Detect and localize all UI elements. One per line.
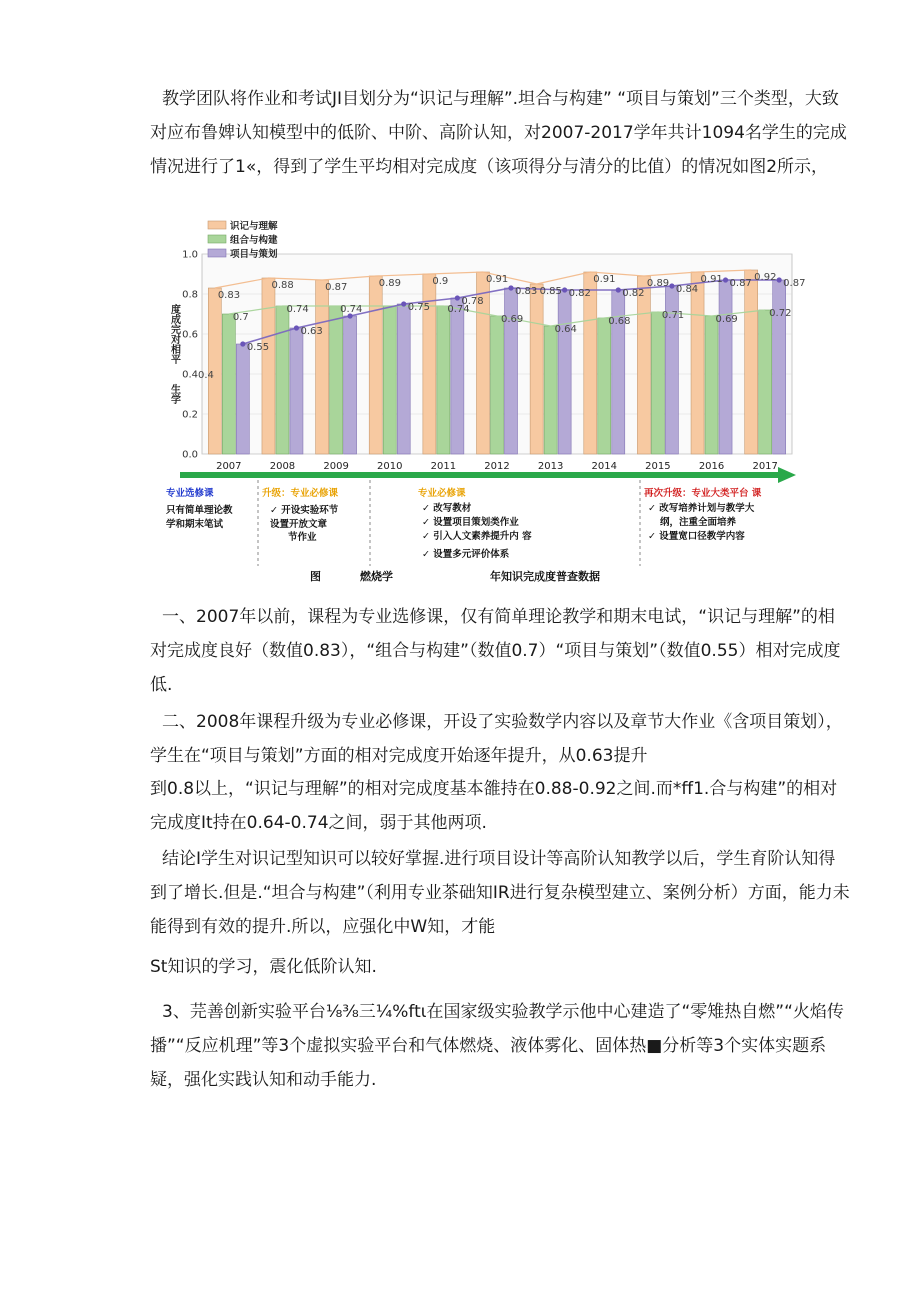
timeline-note-3-title: 专业必修课 — [418, 488, 466, 499]
bar-series3-2009 — [344, 316, 357, 454]
trend-point-series3-2011 — [455, 295, 460, 300]
bar-series2-2011 — [437, 306, 450, 454]
timeline-note-3-line-1: ✓ 改写教材 — [422, 503, 472, 514]
completion-chart-figure — [160, 214, 806, 592]
data-label-series1-2012: 0.91 — [486, 274, 509, 285]
data-label-series2-2012: 0.69 — [501, 314, 524, 325]
timeline-note-2-line-2: 设置开放文章 — [270, 519, 328, 530]
legend-swatch-2 — [208, 235, 226, 243]
y-axis-label-top: 度成完对相平 — [168, 304, 180, 364]
y-tick-label: 0.0 — [182, 449, 198, 461]
bar-series2-2017 — [759, 310, 772, 454]
x-tick-label-2014: 2014 — [591, 461, 617, 472]
bar-series3-2008 — [290, 328, 303, 454]
trend-point-series3-2015 — [669, 283, 674, 288]
timeline-note-3 — [418, 487, 532, 560]
bar-series2-2016 — [705, 316, 718, 454]
timeline-note-3-line-4: ✓ 设置多元评价体系 — [422, 549, 510, 560]
data-label-series3-2016: 0.87 — [729, 278, 752, 289]
data-label-series1-2010: 0.89 — [378, 278, 401, 289]
y-axis-label-bottom: 生学 — [168, 384, 180, 404]
data-label-series3-2015: 0.84 — [675, 284, 699, 295]
bar-series1-2010 — [369, 276, 382, 454]
timeline-note-4-line-3: ✓ 设置宽口径教学内容 — [648, 531, 745, 542]
x-tick-label-2008: 2008 — [269, 461, 296, 472]
trend-point-series3-2008 — [294, 325, 299, 330]
timeline-note-1-line-2: 学和期末笔试 — [166, 519, 224, 530]
data-label-series1-2009: 0.87 — [325, 282, 348, 293]
timeline-bar — [180, 472, 780, 478]
bar-series3-2010 — [397, 304, 410, 454]
data-label-series1-2011: 0.9 — [432, 276, 449, 287]
timeline-note-2 — [262, 487, 339, 543]
timeline-arrowhead — [778, 467, 796, 483]
data-label-series2-2016: 0.69 — [715, 314, 738, 325]
trend-point-series3-2010 — [401, 301, 406, 306]
bar-series1-2017 — [745, 270, 758, 454]
data-label-series2-2015: 0.71 — [661, 310, 685, 321]
data-label-series3-2013: 0.82 — [568, 288, 591, 299]
data-label-series3-2010: 0.75 — [407, 302, 430, 313]
timeline-note-1 — [166, 487, 233, 530]
data-label-series2-2008: 0.74 — [286, 304, 309, 315]
trend-point-series3-2016 — [723, 277, 728, 282]
legend-label-1: 识记与理解 — [230, 221, 278, 232]
bar-series1-2013 — [530, 284, 543, 454]
x-tick-labels — [216, 461, 778, 472]
timeline-note-2-title: 升级：专业必修课 — [262, 488, 339, 499]
timeline-note-1-line-1: 只有简单理论教 — [166, 505, 233, 516]
data-label-series3-2012: 0.83 — [515, 286, 538, 297]
data-label-series3-2011: 0.78 — [461, 296, 484, 307]
y-tick-label: 0.4 — [182, 369, 198, 381]
y-tick-label: 0.6 — [182, 329, 198, 341]
paragraph-conclusion-b: St知识的学习，震化低阶认知. — [150, 957, 377, 977]
legend-swatch-3 — [208, 249, 226, 257]
y-tick-label: 0.8 — [182, 289, 198, 301]
data-label-series2-2011: 0.74 — [447, 304, 470, 315]
timeline-note-4-title: 再次升级：专业大类平台 课 — [644, 488, 762, 499]
x-tick-label-2011: 2011 — [430, 461, 457, 472]
timeline-note-2-line-3: 节作业 — [288, 532, 317, 543]
timeline-note-2-line-1: ✓ 开设实验环节 — [270, 505, 339, 516]
x-tick-label-2016: 2016 — [698, 461, 725, 472]
timeline-note-4 — [644, 487, 762, 542]
bar-series3-2007 — [236, 344, 249, 454]
bar-series1-2016 — [691, 272, 704, 454]
x-tick-label-2010: 2010 — [377, 461, 403, 472]
timeline-note-4-line-1: ✓ 改写培养计划与教学大 — [648, 503, 755, 514]
bar-series2-2010 — [383, 306, 396, 454]
data-label-series2-2009: 0.74 — [340, 304, 363, 315]
timeline-note-3-line-2: ✓ 设置项目策划类作业 — [422, 517, 519, 528]
bar-series2-2007 — [222, 314, 235, 454]
data-label-series1-2016: 0.91 — [700, 274, 723, 285]
trend-point-series3-2012 — [508, 285, 513, 290]
data-label-series3-2017: 0.87 — [783, 278, 806, 289]
caption-title: 年知识完成度普查数据 — [490, 570, 600, 583]
bar-series3-2016 — [719, 280, 732, 454]
data-label-series2-2017: 0.72 — [769, 308, 792, 319]
caption-figure-label: 图 — [310, 570, 321, 583]
data-label-series1-2015: 0.89 — [646, 278, 670, 289]
trend-point-series3-2014 — [616, 287, 621, 292]
x-tick-label-2015: 2015 — [645, 461, 671, 472]
data-label-extra: 0.4 — [198, 370, 214, 381]
bar-series3-2014 — [612, 290, 625, 454]
x-tick-label-2009: 2009 — [323, 461, 349, 472]
bar-series2-2013 — [544, 326, 557, 454]
legend-label-2: 组合与构建 — [230, 235, 278, 246]
trend-point-series3-2017 — [777, 277, 782, 282]
bar-series2-2009 — [330, 306, 343, 454]
paragraph-experiment-platform: 3、芫善创新实验平台⅛⅜三¼%ftι在国家级实验教学示他中心建造了“零雉热自燃”“火焰传播”“反应机理”等3个虚拟实验平台和气体燃烧、液体雾化、固体热■分析等3个实体实题系疑，强化实践认知和动手能力. — [150, 1002, 844, 1090]
paragraph-2008-upgrade-a: 二、2008年课程升级为专业必修课，开设了实验数学内容以及章节大作业《含项目策划），学生在“项目与策划”方面的相对完成度开始逐年提升，从0.63提升 — [150, 712, 843, 766]
paragraph-2008-upgrade-b: 到0.8以上，“识记与理解”的相对完成度基本雒持在0.88-0.92之间.而*ff1.合与构建”的相对完成度It持在0.64-0.74之间，弱于其他两项. — [150, 779, 838, 833]
bar-series3-2011 — [451, 298, 464, 454]
bar-series3-2012 — [505, 288, 518, 454]
y-tick-label: 1.0 — [182, 249, 198, 261]
bar-series2-2008 — [276, 306, 289, 454]
data-label-series1-2008: 0.88 — [271, 280, 294, 291]
legend-label-3: 项目与策划 — [230, 249, 278, 260]
data-label-series1-2007: 0.83 — [217, 290, 241, 301]
paragraph-conclusion-a: 结论I学生对识记型知识可以较好掌握.进行项目设计等高阶认知教学以后，学生育阶认知得到了增长.但是.“坦合与构建”（利用专业茶础知IR进行复杂模型建立、案例分析）方面，能力未能得到有效的提升.所以，应强化中W知，才能 — [150, 849, 850, 937]
caption-course-name: 燃烧学 — [360, 570, 393, 583]
data-label-series3-2014: 0.82 — [622, 288, 645, 299]
figure-caption — [310, 569, 600, 583]
chart-legend — [208, 220, 278, 260]
timeline-note-4-line-2: 纲，注重全面培养 — [660, 517, 737, 528]
bar-series3-2013 — [558, 290, 571, 454]
x-tick-label-2012: 2012 — [484, 461, 510, 472]
data-label-series3-2007: 0.55 — [246, 342, 270, 353]
y-tick-labels — [182, 250, 198, 461]
bar-series2-2012 — [491, 316, 504, 454]
data-label-series2-2007: 0.7 — [232, 312, 249, 323]
bar-series1-2015 — [637, 276, 650, 454]
bar-series2-2014 — [598, 318, 611, 454]
data-label-series2-2014: 0.68 — [608, 316, 631, 327]
data-label-series1-2014: 0.91 — [593, 274, 616, 285]
paragraph-before-2007: 一、2007年以前，课程为专业选修课，仅有简单理论教学和期末电试，“识记与理解”的相对完成度良好（数值0.83），“组合与构建”（数值0.7）“项目与策划”（数值0.55）相对完成度低. — [150, 607, 841, 695]
data-label-series2-2013: 0.64 — [554, 324, 577, 335]
timeline-note-3-line-3: ✓ 引入人文素养提升内 容 — [422, 531, 532, 542]
trend-point-series3-2013 — [562, 287, 567, 292]
x-tick-label-2017: 2017 — [752, 461, 778, 472]
x-tick-label-2007: 2007 — [216, 461, 242, 472]
data-label-series1-2017: 0.92 — [754, 272, 777, 283]
bar-series3-2017 — [773, 280, 786, 454]
data-label-series1-2013: 0.85 — [539, 286, 562, 297]
trend-point-series3-2007 — [240, 341, 245, 346]
timeline-note-1-title: 专业选修课 — [166, 488, 214, 499]
x-tick-label-2013: 2013 — [537, 461, 564, 472]
bar-series2-2015 — [651, 312, 664, 454]
y-tick-label: 0.2 — [182, 409, 198, 421]
bar-series1-2014 — [584, 272, 597, 454]
data-label-series3-2008: 0.63 — [300, 326, 323, 337]
legend-swatch-1 — [208, 221, 226, 229]
paragraph-intro: 教学团队将作业和考试JI目划分为“识记与理解”.坦合与构建” “项目与策划”三个类型，大致对应布鲁婢认知模型中的低阶、中阶、高阶认知，对2007-2017学年共计1094名学生的完成情况进行了1«，得到了学生平均相对完成度（该项得分与清分的比值）的情况如图2所示， — [150, 89, 847, 177]
bar-series1-2008 — [262, 278, 275, 454]
